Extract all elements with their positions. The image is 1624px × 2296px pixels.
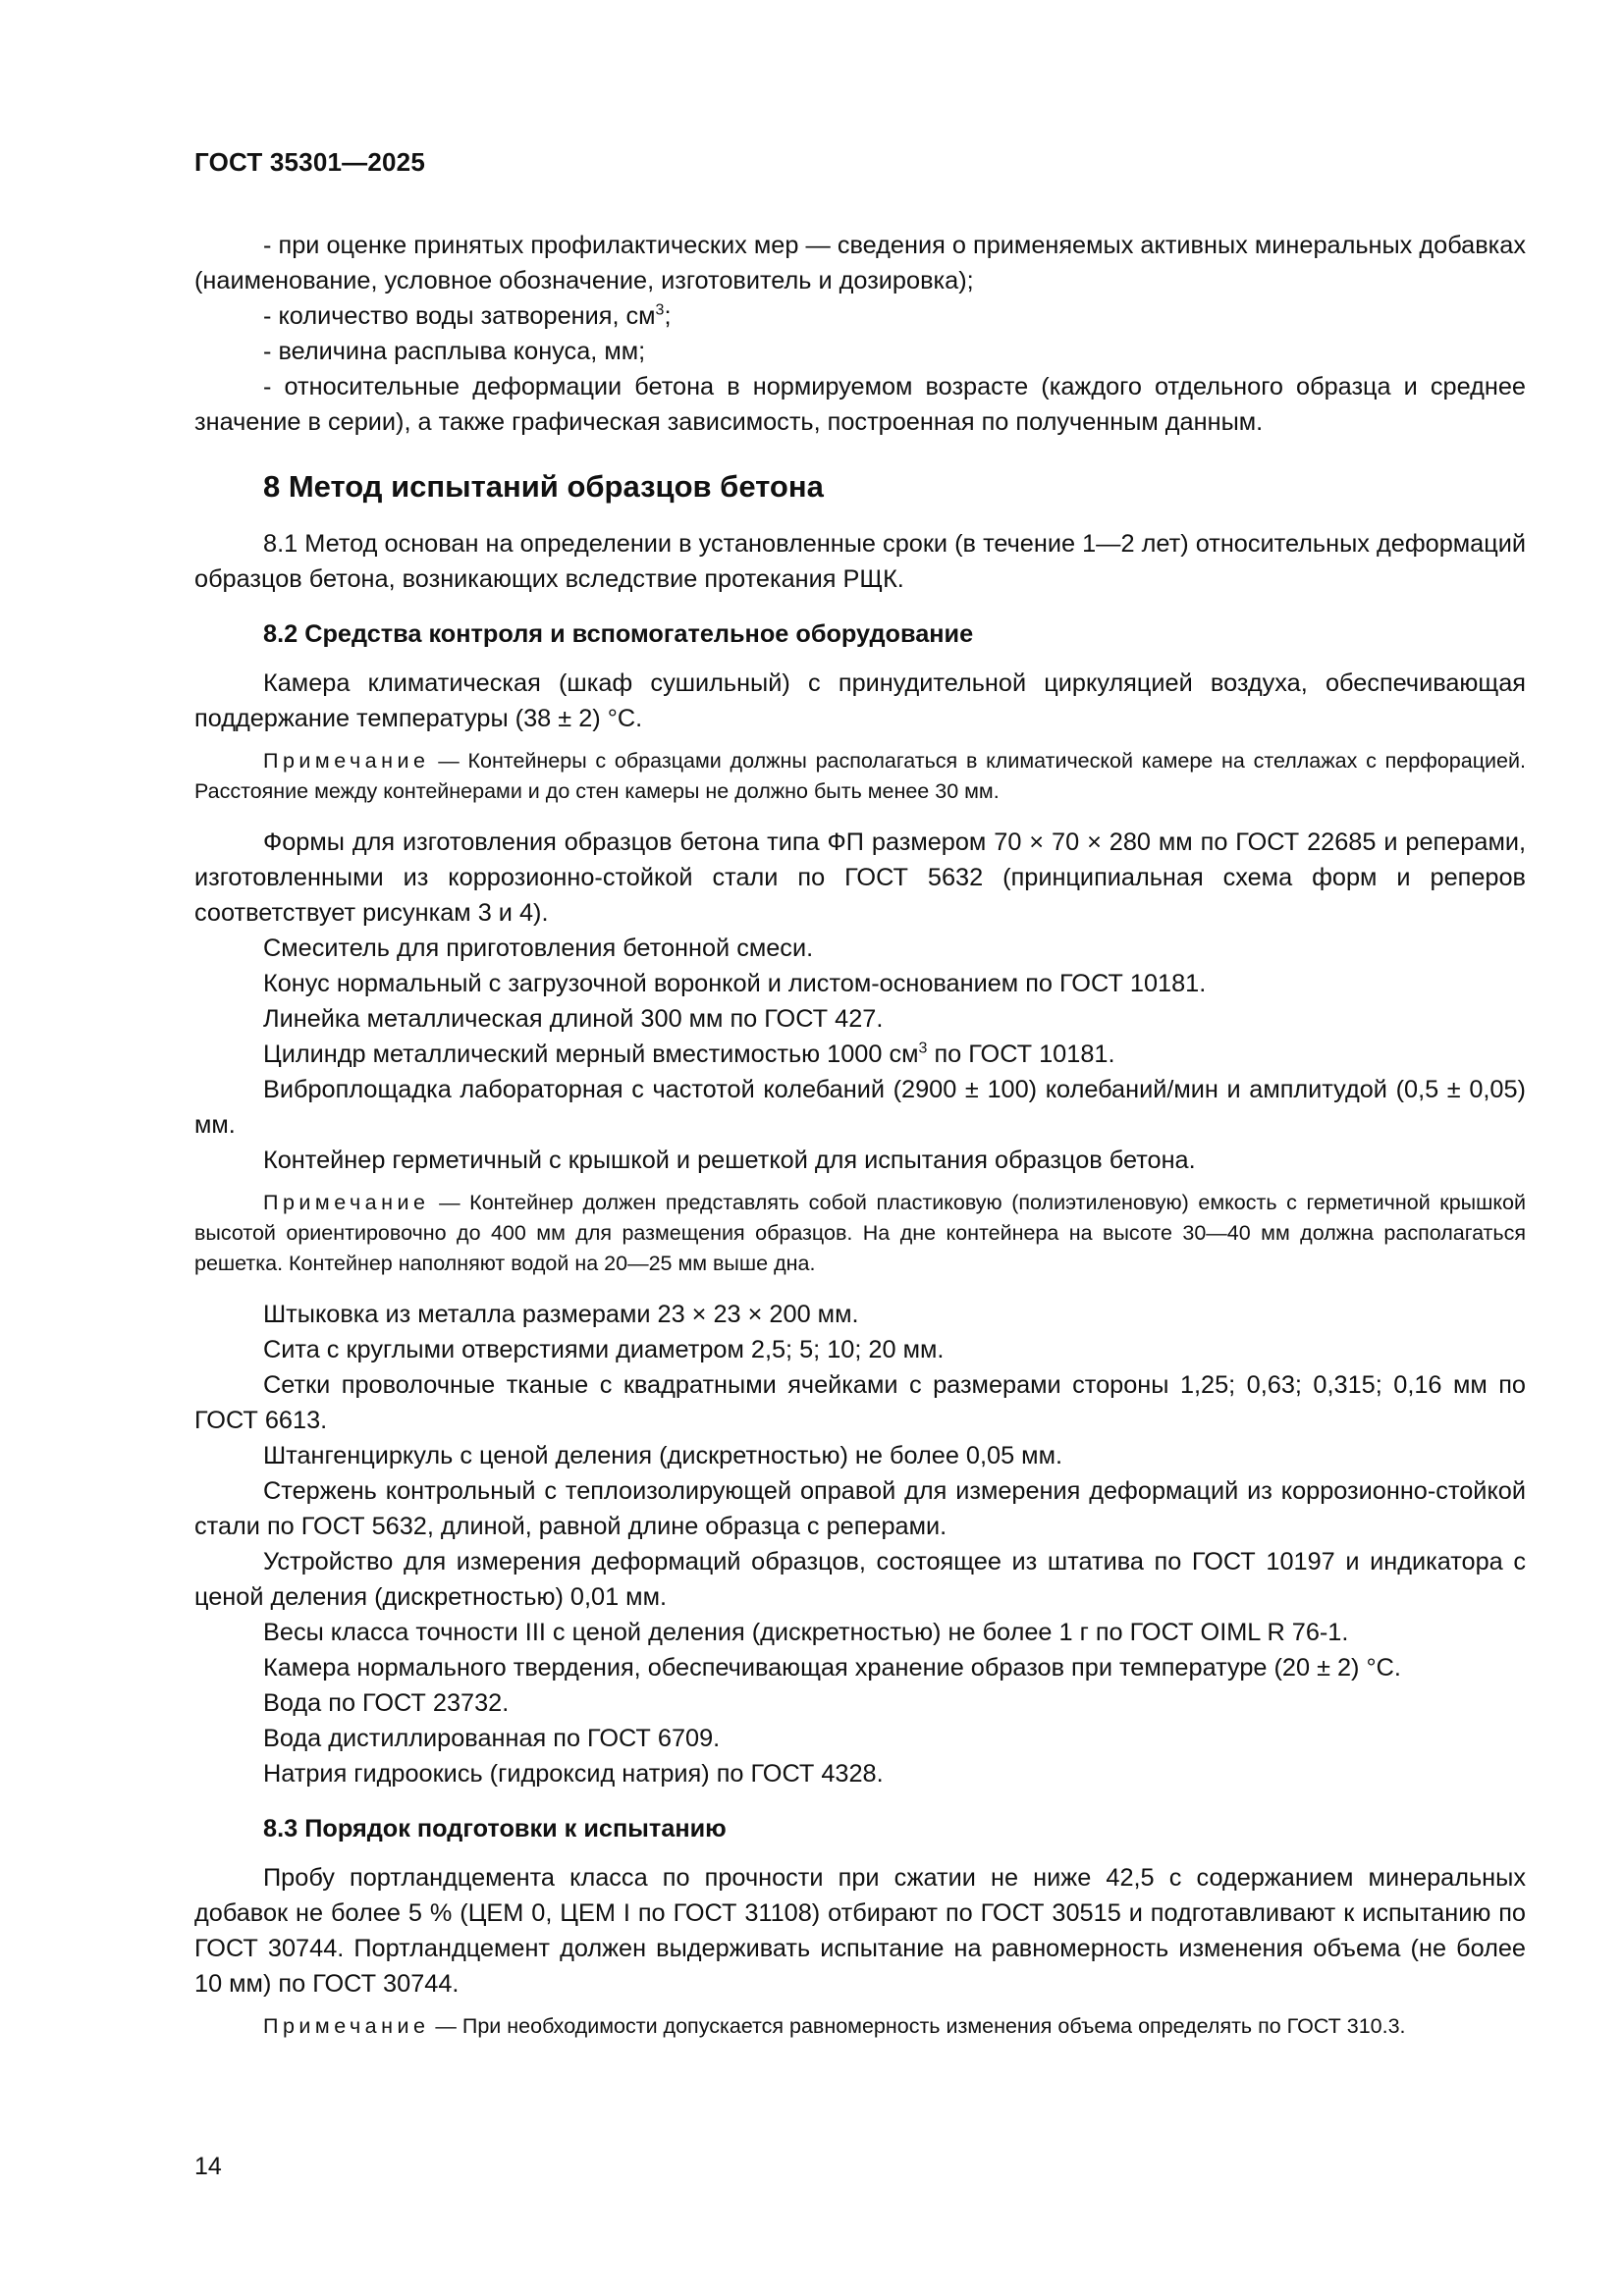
item-cylinder-text-end: по ГОСТ 10181. xyxy=(927,1041,1115,1068)
item-cylinder-text: Цилиндр металлический мерный вместимостью 1000 см xyxy=(263,1041,919,1068)
superscript: 3 xyxy=(918,1040,928,1057)
note-label: Примечание xyxy=(263,1191,430,1214)
item-meshes: Сетки проволочные тканые с квадратными ячейками с размерами стороны 1,25; 0,63; 0,315; 0,16 мм по ГОСТ 6613. xyxy=(194,1371,1526,1434)
page-content xyxy=(194,228,1526,2059)
item-cylinder xyxy=(194,1037,1526,1072)
note-label: Примечание xyxy=(263,2014,430,2038)
item-caliper: Штангенциркуль с ценой деления (дискретностью) не более 0,05 мм. xyxy=(263,1442,1062,1469)
item-sodium-hydroxide: Натрия гидроокись (гидроксид натрия) по ГОСТ 4328. xyxy=(263,1760,884,1788)
superscript: 3 xyxy=(655,301,665,319)
note-container xyxy=(194,1188,1526,1279)
item-curing-chamber: Камера нормального твердения, обеспечивающая хранение образов при температуре (20 ± 2) °С. xyxy=(263,1654,1401,1682)
item-sieves: Сита с круглыми отверстиями диаметром 2,5; 5; 10; 20 мм. xyxy=(263,1336,945,1363)
item-ruler: Линейка металлическая длиной 300 мм по ГОСТ 427. xyxy=(263,1005,884,1033)
intro-item-water-text: - количество воды затворения, см xyxy=(263,302,656,330)
section-8-3-heading: 8.3 Порядок подготовки к испытанию xyxy=(263,1815,727,1842)
item-control-rod: Стержень контрольный с теплоизолирующей оправой для измерения деформаций из коррозионно-стойкой стали по ГОСТ 5632, длиной, равной длине образца с реперами. xyxy=(194,1477,1526,1540)
intro-item-water xyxy=(194,298,1526,334)
item-rod: Штыковка из металла размерами 23 × 23 × 200 мм. xyxy=(263,1301,859,1328)
document-header: ГОСТ 35301—2025 xyxy=(194,147,425,177)
item-vibro-platform: Виброплощадка лабораторная с частотой колебаний (2900 ± 100) колебаний/мин и амплитудой (0,5 ± 0,05) мм. xyxy=(194,1076,1526,1139)
note-containers xyxy=(194,746,1526,807)
section-8-heading: 8 Метод испытаний образцов бетона xyxy=(263,469,824,504)
item-distilled-water: Вода дистиллированная по ГОСТ 6709. xyxy=(263,1725,721,1752)
semicolon: ; xyxy=(664,302,672,330)
intro-item-deformations: - относительные деформации бетона в нормируемом возрасте (каждого отдельного образца и среднее значение в серии), а также графическая зависимость, построенная по полученным данным. xyxy=(194,373,1526,436)
item-climate-camera: Камера климатическая (шкаф сушильный) с принудительной циркуляцией воздуха, обеспечивающая поддержание температуры (38 ± 2) °С. xyxy=(194,669,1526,732)
note-text: — Контейнер должен представлять собой пластиковую (полиэтиленовую) емкость с герметичной крышкой высотой ориентировочно до 400 мм для размещения образцов. На дне контейнера на высоте 30—40 мм должна располагаться решетка. Контейнер наполняют водой на 20—25 мм выше дна. xyxy=(194,1191,1526,1275)
note-text: — Контейнеры с образцами должны располагаться в климатической камере на стеллажах с перфорацией. Расстояние между контейнерами и до стен камеры не должно быть менее 30 мм. xyxy=(194,749,1526,803)
item-forms: Формы для изготовления образцов бетона типа ФП размером 70 × 70 × 280 мм по ГОСТ 22685 и реперами, изготовленными из коррозионно-стойкой стали по ГОСТ 5632 (принципиальная схема форм и реперов соответствует рисункам 3 и 4). xyxy=(194,828,1526,927)
note-text: — При необходимости допускается равномерность изменения объема определять по ГОСТ 310.3. xyxy=(429,2014,1406,2038)
paragraph-8-1: 8.1 Метод основан на определении в установленные сроки (в течение 1—2 лет) относительных деформаций образцов бетона, возникающих вследствие протекания РЩК. xyxy=(194,530,1526,593)
note-label: Примечание xyxy=(263,749,430,773)
item-container: Контейнер герметичный с крышкой и решеткой для испытания образцов бетона. xyxy=(263,1147,1196,1174)
item-scales: Весы класса точности III с ценой деления (дискретностью) не более 1 г по ГОСТ OIML R 76-1. xyxy=(263,1619,1349,1646)
note-volume-change xyxy=(194,2011,1526,2042)
item-measuring-device: Устройство для измерения деформаций образцов, состоящее из штатива по ГОСТ 10197 и индикатора с ценой деления (дискретностью) 0,01 мм. xyxy=(194,1548,1526,1611)
paragraph-cement-sample: Пробу портландцемента класса по прочности при сжатии не ниже 42,5 с содержанием минеральных добавок не более 5 % (ЦЕМ 0, ЦЕМ I по ГОСТ 31108) отбирают по ГОСТ 30515 и подготавливают к испытанию по ГОСТ 30744. Портландцемент должен выдерживать испытание на равномерность изменения объема (не более 10 мм) по ГОСТ 30744. xyxy=(194,1864,1526,1998)
page-number: 14 xyxy=(194,2153,222,2180)
item-water: Вода по ГОСТ 23732. xyxy=(263,1689,510,1717)
item-cone: Конус нормальный с загрузочной воронкой и листом-основанием по ГОСТ 10181. xyxy=(263,970,1207,997)
item-mixer: Смеситель для приготовления бетонной смеси. xyxy=(263,934,814,962)
intro-item-additives: - при оценке принятых профилактических мер — сведения о применяемых активных минеральных добавках (наименование, условное обозначение, изготовитель и дозировка); xyxy=(194,232,1526,294)
section-8-2-heading: 8.2 Средства контроля и вспомогательное оборудование xyxy=(263,620,974,648)
intro-item-cone-spread: - величина расплыва конуса, мм; xyxy=(263,338,646,365)
